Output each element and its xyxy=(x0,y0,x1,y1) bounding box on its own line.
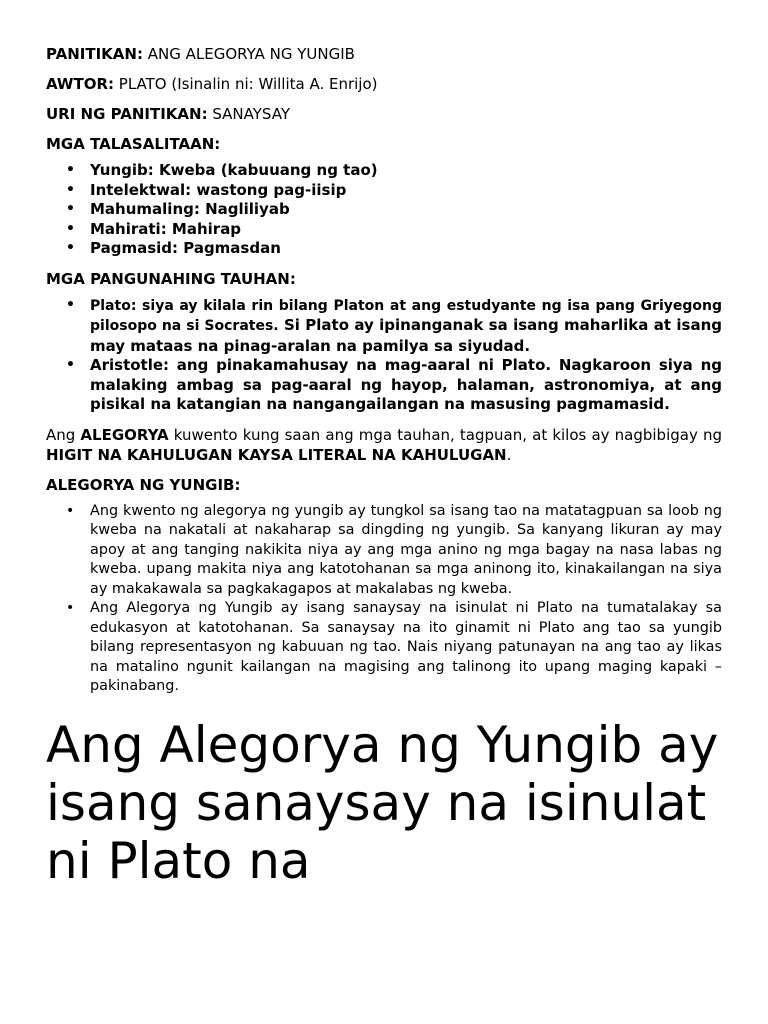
list-item xyxy=(46,161,722,181)
bullet-icon: • xyxy=(66,201,75,217)
list-item-text: Ang kwento ng alegorya ng yungib ay tungkol sa isang tao na matatagpuan sa loob ng kweba na nakatali at nakaharap sa dingding ng yungib. Sa kanyang likuran ay may apoy at ang tanging nakikita niya ay ang mga anino ng mga bagay na nasa labas ng kweba. upang makita niya ang katotohanan sa mga aninong ito, kinakailangan na siya ay makakawala sa pagkakagapos at makalabas ng kweba. xyxy=(90,502,722,597)
bullet-icon: • xyxy=(66,296,75,313)
talasalitaan-heading: MGA TALASALITAAN: xyxy=(46,135,221,153)
definition-post: . xyxy=(506,445,512,464)
list-item xyxy=(46,296,722,357)
list-item-text: Mahirati: Mahirap xyxy=(90,219,242,238)
list-item xyxy=(46,502,722,600)
list-item-text: Intelektwal: wastong pag-iisip xyxy=(90,180,347,199)
panitikan-label: PANITIKAN: xyxy=(46,45,143,63)
talasalitaan-list xyxy=(46,161,722,259)
bullet-icon: • xyxy=(66,502,75,519)
awtor-line xyxy=(46,74,722,94)
list-item xyxy=(46,181,722,201)
list-item xyxy=(46,239,722,259)
bullet-icon: • xyxy=(66,181,75,198)
list-item-text: Mahumaling: Nagliliyab xyxy=(90,200,290,218)
list-item xyxy=(46,200,722,220)
tauhan-plato-part1: Plato: siya ay kilala rin bilang Platon at ang estudyante ng isa pang Griyegong pilosopo na si Socrates. xyxy=(90,297,722,334)
definition-pre: Ang xyxy=(46,425,81,444)
document-content xyxy=(46,44,722,697)
bullet-icon: • xyxy=(66,220,75,237)
bullet-icon: • xyxy=(66,162,75,178)
alegorya-list xyxy=(46,502,722,697)
list-item-text: Pagmasid: Pagmasdan xyxy=(90,239,281,257)
uri-value: SANAYSAY xyxy=(212,105,290,123)
tauhan-plato-part2: Si Plato ay ipinanganak sa isang maharlika at isang may mataas na pinag-aralan na pamilya sa siyudad. xyxy=(90,316,722,355)
panitikan-value: ANG ALEGORYA NG YUNGIB xyxy=(147,45,355,63)
alegorya-definition xyxy=(46,425,722,465)
definition-mid: kuwento kung saan ang mga tauhan, tagpuan, at kilos ay nagbibigay ng xyxy=(168,425,722,444)
list-item-text: Yungib: Kweba (kabuuang ng tao) xyxy=(90,161,378,179)
tauhan-aristotle-text: Aristotle: ang pinakamahusay na mag-aaral ni Plato. Nagkaroon siya ng malaking ambag sa pag-aaral ng hayop, halaman, astronomiya, at ang pisikal na katangian na nangangailangan na masusing pagmamasid. xyxy=(90,356,722,413)
list-item-text: Ang Alegorya ng Yungib ay isang sanaysay na isinulat ni Plato na tumatalakay sa edukasyon at katotohanan. Sa sanaysay na ito ginamit ni Plato ang tao sa yungib bilang representasyon ng kabuuan ng tao. Nais niyang patunayan na ang tao ay likas na matalino ngunit kailangan na magising ang talinong ito upang maging kapaki – pakinabang. xyxy=(90,600,722,694)
large-preview-text: Ang Alegorya ng Yungib ay isang sanaysay na isinulat ni Plato na xyxy=(46,716,719,890)
uri-line xyxy=(46,104,722,124)
alegorya-heading: ALEGORYA NG YUNGIB: xyxy=(46,475,241,494)
list-item xyxy=(46,599,722,697)
definition-term: ALEGORYA xyxy=(80,425,169,444)
bullet-icon: • xyxy=(66,600,75,616)
tauhan-heading: MGA PANGUNAHING TAUHAN: xyxy=(46,269,296,288)
definition-emph: HIGIT NA KAHULUGAN KAYSA LITERAL NA KAHULUGAN xyxy=(46,445,507,464)
tauhan-list xyxy=(46,296,722,415)
bullet-icon: • xyxy=(66,357,75,373)
awtor-label: AWTOR: xyxy=(46,75,115,93)
bullet-icon: • xyxy=(66,240,75,256)
list-item xyxy=(46,220,722,240)
awtor-value: PLATO (Isinalin ni: Willita A. Enrijo) xyxy=(118,75,378,93)
uri-label: URI NG PANITIKAN: xyxy=(46,105,208,123)
list-item xyxy=(46,356,722,415)
panitikan-line xyxy=(46,44,722,64)
